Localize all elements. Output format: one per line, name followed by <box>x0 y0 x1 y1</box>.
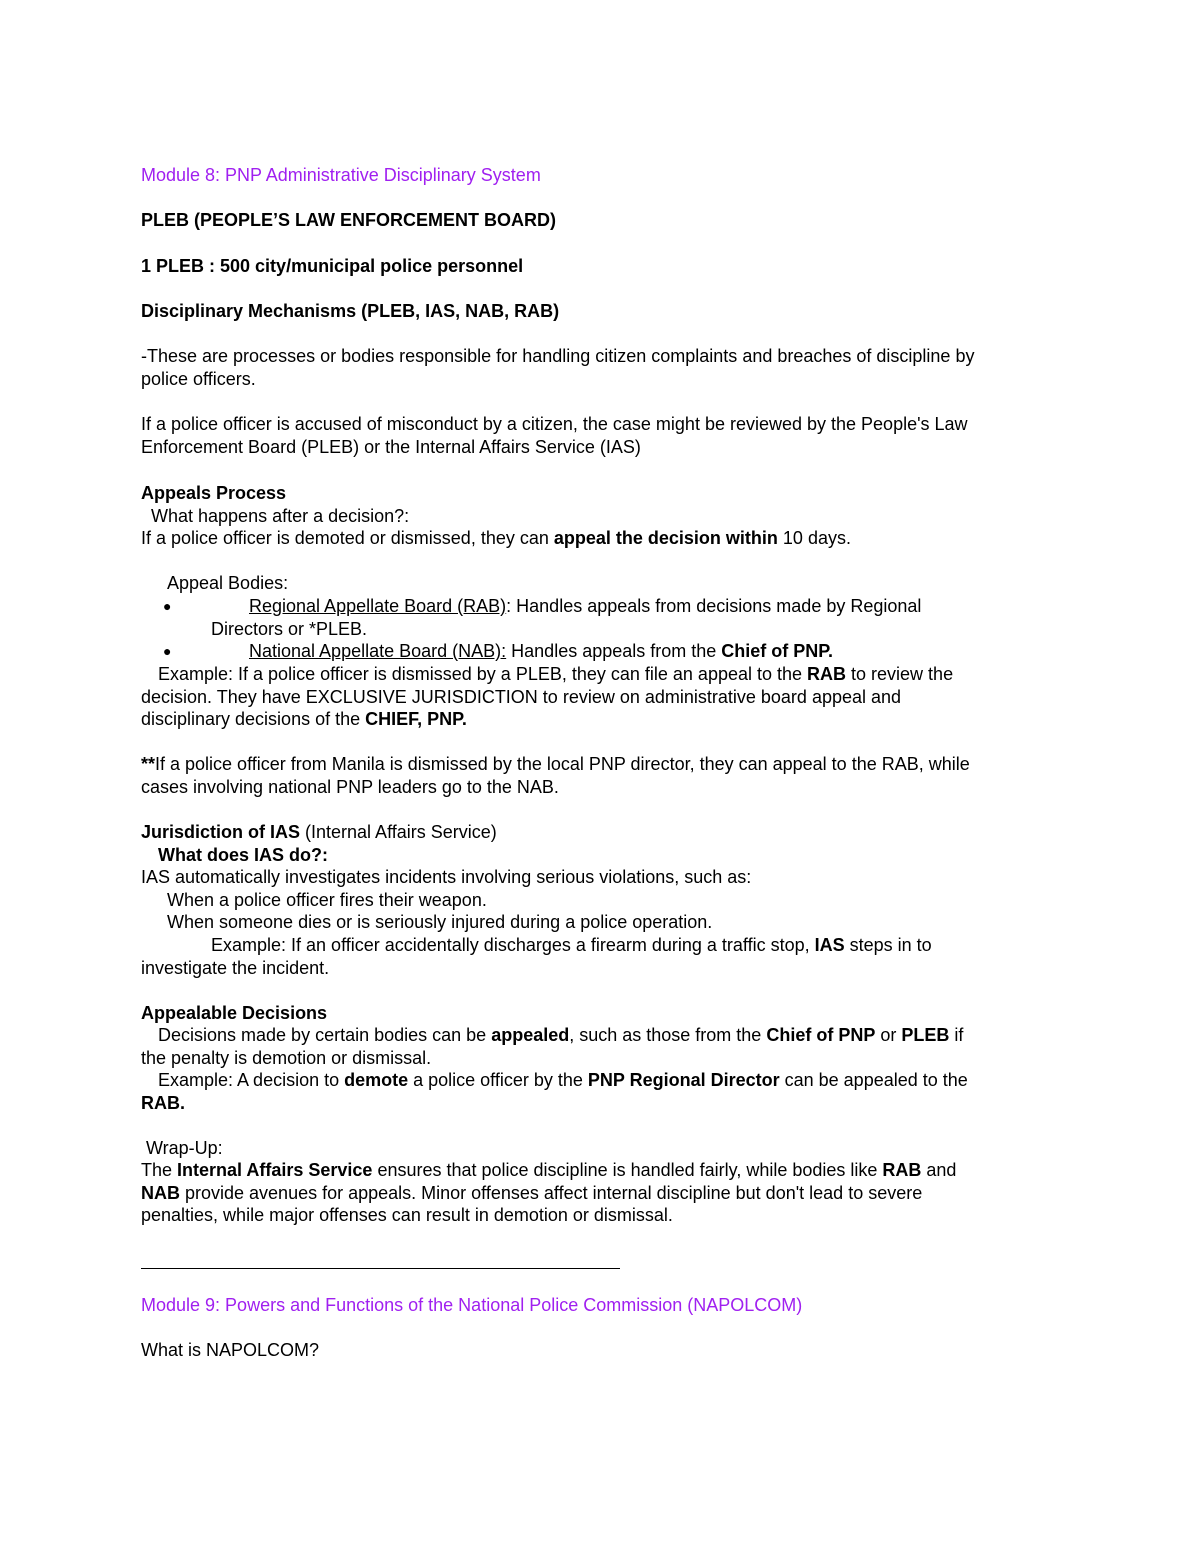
appeals-example-cont: decision. They have EXCLUSIVE JURISDICTION to review on administrative board appeal and <box>141 687 902 707</box>
appeals-line: If a police officer is demoted or dismissed, they can appeal the decision within 10 days. <box>141 528 851 548</box>
appeals-heading: Appeals Process <box>141 483 287 503</box>
rab-link: Regional Appellate Board (RAB) <box>249 596 507 616</box>
ias-line-2: When a police officer fires their weapon. <box>167 890 487 910</box>
wrapup-line-1: The Internal Affairs Service ensures that police discipline is handled fairly, while bodies like RAB and <box>141 1160 957 1180</box>
wrapup-line-2: NAB provide avenues for appeals. Minor offenses affect internal discipline but don't lead to severe <box>141 1183 923 1203</box>
appealable-example: Example: A decision to demote a police officer by the PNP Regional Director can be appealed to the <box>158 1070 968 1090</box>
appealable-line-1: Decisions made by certain bodies can be appealed, such as those from the Chief of PNP or PLEB if <box>158 1025 964 1045</box>
rab-item: Regional Appellate Board (RAB): Handles appeals from decisions made by Regional <box>249 596 922 616</box>
ias-heading: Jurisdiction of IAS (Internal Affairs Service) <box>141 822 497 842</box>
appeals-example: Example: If a police officer is dismissed by a PLEB, they can file an appeal to the RAB to review the <box>158 664 954 684</box>
mechanisms-heading: Disciplinary Mechanisms (PLEB, IAS, NAB, RAB) <box>141 301 560 321</box>
module-8-title: Module 8: PNP Administrative Disciplinary System <box>141 165 541 185</box>
mechanisms-paragraph-2: If a police officer is accused of misconduct by a citizen, the case might be reviewed by the People's Law <box>141 414 968 434</box>
bullet-icon: ● <box>163 598 172 614</box>
ias-question: What does IAS do?: <box>158 845 328 865</box>
pleb-heading: PLEB (PEOPLE’S LAW ENFORCEMENT BOARD) <box>141 210 557 230</box>
appealable-heading: Appealable Decisions <box>141 1003 328 1023</box>
wrapup-line-3: penalties, while major offenses can result in demotion or dismissal. <box>141 1205 673 1225</box>
nab-link: National Appellate Board (NAB): <box>249 641 507 661</box>
mechanisms-paragraph-2-cont: Enforcement Board (PLEB) or the Internal Affairs Service (IAS) <box>141 437 641 457</box>
ias-example-cont: investigate the incident. <box>141 958 330 978</box>
appeal-bodies-label: Appeal Bodies: <box>167 573 289 593</box>
pleb-ratio: 1 PLEB : 500 city/municipal police personnel <box>141 256 524 276</box>
ias-line-1: IAS automatically investigates incidents involving serious violations, such as: <box>141 867 752 887</box>
ias-line-3: When someone dies or is seriously injured during a police operation. <box>167 912 713 932</box>
bullet-icon: ● <box>163 643 172 659</box>
mechanisms-paragraph-1: -These are processes or bodies responsible for handling citizen complaints and breaches of discipline by <box>141 346 975 366</box>
appeals-question: What happens after a decision?: <box>151 506 410 526</box>
module-9-title: Module 9: Powers and Functions of the National Police Commission (NAPOLCOM) <box>141 1295 803 1315</box>
appealable-example-cont: RAB. <box>141 1093 185 1113</box>
mechanisms-paragraph-1-cont: police officers. <box>141 369 256 389</box>
appeals-note-cont: cases involving national PNP leaders go to the NAB. <box>141 777 559 797</box>
appeals-note: **If a police officer from Manila is dismissed by the local PNP director, they can appeal to the RAB, while <box>141 754 970 774</box>
wrapup-label: Wrap-Up: <box>146 1138 223 1158</box>
ias-example: Example: If an officer accidentally discharges a firearm during a traffic stop, IAS steps in to <box>211 935 932 955</box>
rab-item-cont: Directors or *PLEB. <box>211 619 368 639</box>
nab-item: National Appellate Board (NAB): Handles appeals from the Chief of PNP. <box>249 641 833 661</box>
appealable-line-2: the penalty is demotion or dismissal. <box>141 1048 432 1068</box>
section-divider <box>141 1268 620 1269</box>
napolcom-question: What is NAPOLCOM? <box>141 1340 320 1360</box>
appeals-example-cont2: disciplinary decisions of the CHIEF, PNP. <box>141 709 467 729</box>
